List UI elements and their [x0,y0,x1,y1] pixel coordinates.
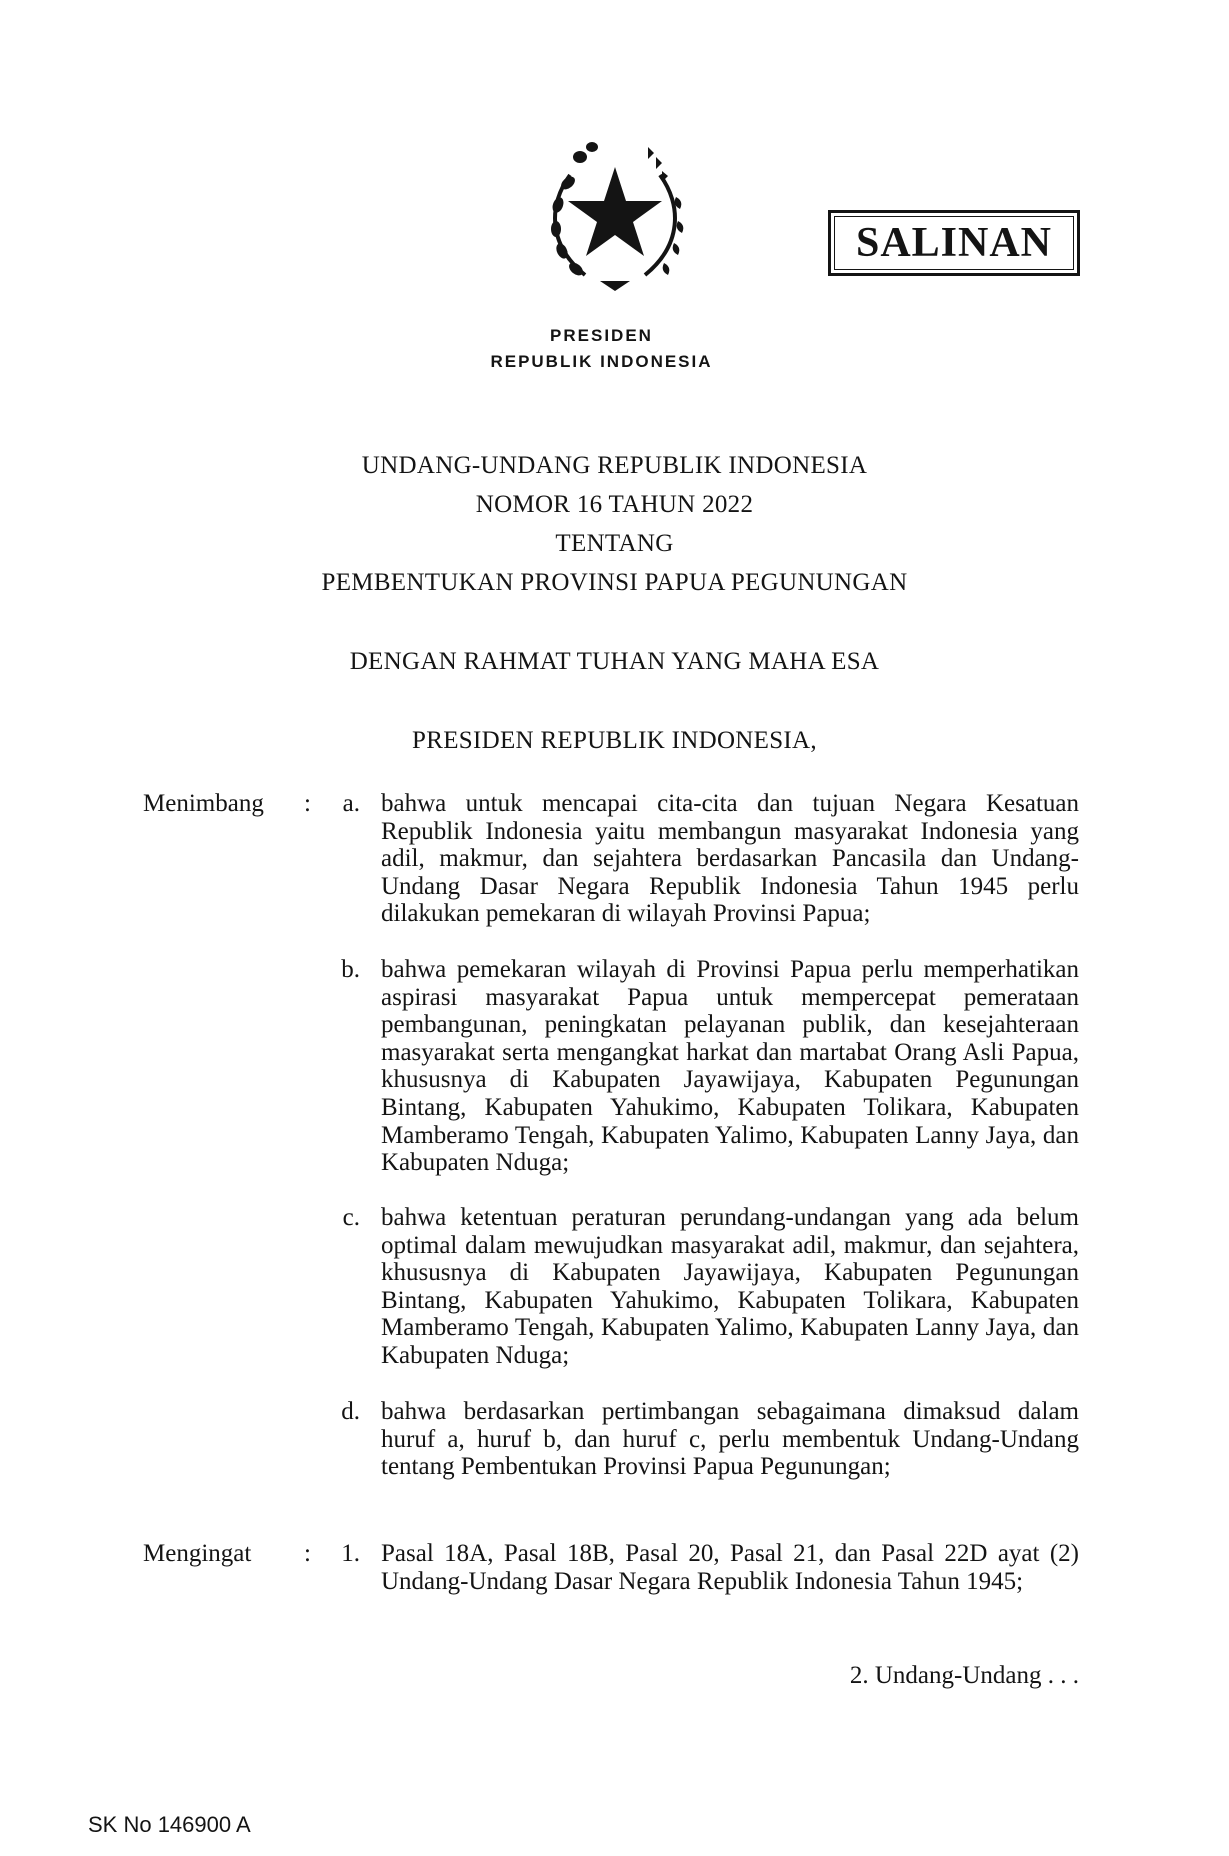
salinan-stamp: SALINAN [828,210,1080,276]
mengingat-colon: : [304,1540,311,1567]
menimbang-marker-d: d. [341,1398,360,1425]
menimbang-label: Menimbang [143,790,264,817]
footer-sk-number: SK No 146900 A [88,1812,251,1837]
menimbang-item-c: bahwa ketentuan peraturan perundang-undangan yang ada belum optimal dalam mewujudkan masyarakat adil, makmur, dan sejahtera, khususnya di Kabupaten Jayawijaya, Kabupaten Pegunungan Bintang, Kabupaten Yahukimo, Kabupaten Tolikara, Kabupaten Mamberamo Tengah, Kabupaten Yalimo, Kabupaten Lanny Jaya, dan Kabupaten Nduga; [381,1204,1079,1369]
mengingat-label: Mengingat [143,1540,252,1567]
title-line-1: UNDANG-UNDANG REPUBLIK INDONESIA [361,452,868,479]
title-line-4: PEMBENTUKAN PROVINSI PAPUA PEGUNUNGAN [321,569,908,596]
menimbang-item-a: bahwa untuk mencapai cita-cita dan tujuan Negara Kesatuan Republik Indonesia yaitu membangun masyarakat Indonesia yang adil, makmur, dan sejahtera berdasarkan Pancasila dan Undang-Undang Dasar Negara Republik Indonesia Tahun 1945 perlu dilakukan pemekaran di wilayah Provinsi Papua; [381,790,1079,928]
title-line-2: NOMOR 16 TAHUN 2022 [475,491,754,518]
header-line-2: REPUBLIK INDONESIA [490,352,713,371]
menimbang-colon: : [304,790,311,817]
menimbang-marker-a: a. [342,790,360,817]
title-line-3: TENTANG [555,530,674,557]
menimbang-marker-c: c. [342,1204,360,1231]
menimbang-item-d: bahwa berdasarkan pertimbangan sebagaimana dimaksud dalam huruf a, huruf b, dan huruf c, perlu membentuk Undang-Undang tentang Pembentukan Provinsi Papua Pegunungan; [381,1398,1079,1481]
header-line-1: PRESIDEN [550,326,653,345]
invocation: DENGAN RAHMAT TUHAN YANG MAHA ESA [349,648,880,675]
page-continuation: 2. Undang-Undang . . . [849,1662,1079,1689]
menimbang-marker-b: b. [341,956,360,983]
mengingat-item-1: Pasal 18A, Pasal 18B, Pasal 20, Pasal 21, dan Pasal 22D ayat (2) Undang-Undang Dasar Negara Republik Indonesia Tahun 1945; [381,1540,1079,1595]
president-heading: PRESIDEN REPUBLIK INDONESIA, [412,727,817,754]
menimbang-item-b: bahwa pemekaran wilayah di Provinsi Papua perlu memperhatikan aspirasi masyarakat Papua untuk mempercepat pemerataan pembangunan, peningkatan pelayanan publik, dan kesejahteraan masyarakat serta mengangkat harkat dan martabat Orang Asli Papua, khususnya di Kabupaten Jayawijaya, Kabupaten Pegunungan Bintang, Kabupaten Yahukimo, Kabupaten Tolikara, Kabupaten Mamberamo Tengah, Kabupaten Yalimo, Kabupaten Lanny Jaya, dan Kabupaten Nduga; [381,956,1079,1177]
mengingat-marker-1: 1. [341,1540,360,1567]
garuda-star-emblem-icon [530,135,700,295]
